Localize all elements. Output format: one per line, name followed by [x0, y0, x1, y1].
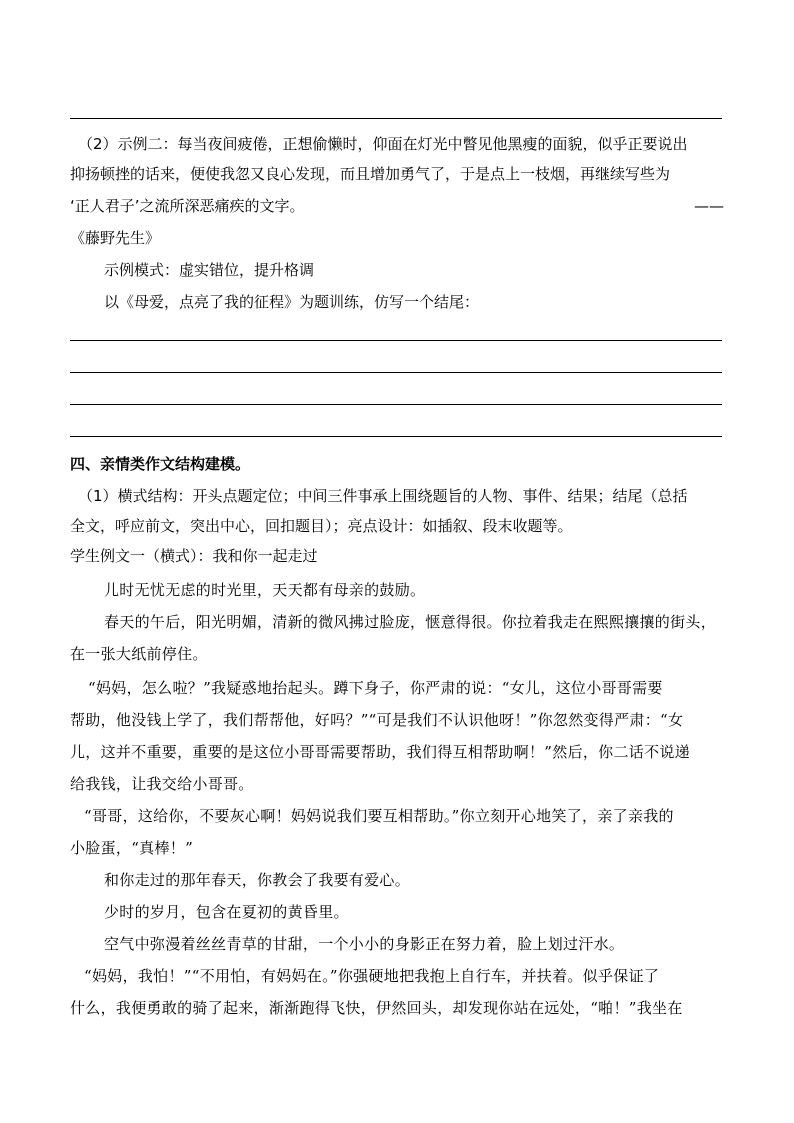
- answer-line-4: [70, 436, 722, 437]
- essay-line: 和你走过的那年春天，你教会了我要有爱心。: [104, 871, 411, 889]
- answer-line-3: [70, 404, 722, 405]
- writing-task: 以《母爱，点亮了我的征程》为题训练，仿写一个结尾：: [104, 293, 480, 311]
- example-title: 学生例文一（横式）：我和你一起走过: [70, 547, 318, 565]
- essay-line: 儿，这并不重要，重要的是这位小哥哥需要帮助，我们得互相帮助啊！”然后，你二话不说递: [70, 743, 690, 761]
- quote-dash: ——: [694, 197, 724, 215]
- essay-line: 给我钱，让我交给小哥哥。: [70, 775, 254, 793]
- essay-line: 帮助，他没钱上学了，我们帮帮他，好吗？”“可是我们不认识他呀！”你忽然变得严肃：“女: [70, 711, 684, 729]
- essay-line: 春天的午后，阳光明媚，清新的微风拂过脸庞，惬意得很。你拉着我走在熙熙攘攘的街头，: [104, 613, 717, 631]
- essay-line: “妈妈，我怕！”“不用怕，有妈妈在。”你强硬地把我抱上自行车，并扶着。似乎保证了: [84, 967, 660, 985]
- structure-line-1: （1）横式结构：开头点题定位；中间三件事承上围绕题旨的人物、事件、结果；结尾（总括: [78, 487, 688, 505]
- essay-line: “哥哥，这给你，不要灰心啊！妈妈说我们要互相帮助。”你立刻开心地笑了，亲了亲我的: [84, 807, 674, 825]
- essay-line: 在一张大纸前停住。: [70, 645, 208, 663]
- essay-line: 小脸蛋，“真棒！”: [70, 839, 194, 857]
- example2-line-1: （2）示例二：每当夜间疲倦，正想偷懒时，仰面在灯光中瞥见他黑瘦的面貌，似乎正要说出: [78, 135, 688, 153]
- essay-line: 空气中弥漫着丝丝青草的甘甜，一个小小的身影正在努力着，脸上划过汗水。: [104, 935, 625, 953]
- answer-line-2: [70, 372, 722, 373]
- essay-line: 儿时无忧无虑的时光里，天天都有母亲的鼓励。: [104, 581, 426, 599]
- essay-line: 少时的岁月，包含在夏初的黄昏里。: [104, 903, 349, 921]
- quote-source: 《藤野先生》: [70, 229, 161, 247]
- section4-heading: 四、亲情类作文结构建模。: [70, 455, 251, 473]
- example2-line-2: 抑扬顿挫的话来，便使我忽又良心发现，而且增加勇气了，于是点上一枝烟，再继续写些为: [70, 165, 671, 183]
- structure-line-2: 全文，呼应前文，突出中心，回扣题目）；亮点设计：如插叙、段末收题等。: [70, 517, 573, 535]
- top-rule: [70, 118, 722, 119]
- example2-line-3: ‘正人君子’之流所深恶痛疾的文字。: [70, 197, 305, 215]
- example-mode: 示例模式：虚实错位，提升格调: [104, 261, 315, 279]
- essay-line: “妈妈，怎么啦？”我疑惑地抬起头。蹲下身子，你严肃的说：“女儿，这位小哥哥需要: [88, 679, 663, 697]
- answer-line-1: [70, 340, 722, 341]
- essay-line: 什么，我便勇敢的骑了起来，渐渐跑得飞快，伊然回头，却发现你站在远处，“啪！”我坐在: [70, 999, 683, 1017]
